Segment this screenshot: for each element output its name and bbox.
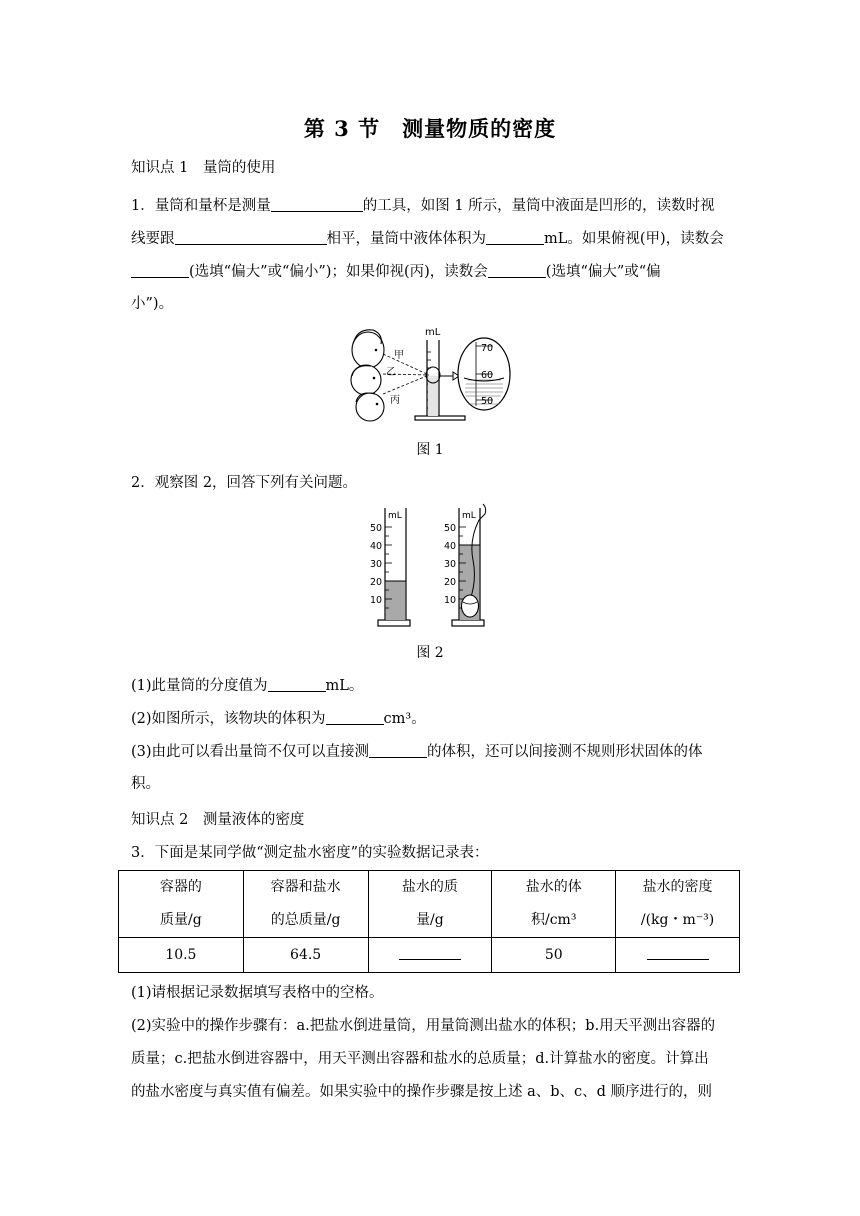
- q1-text: (选填“偏大”或“偏小”)；如果仰视(丙)，读数会: [189, 264, 488, 280]
- cylinder-left: [370, 508, 410, 626]
- table-header-cell: 盐水的体 积/cm³: [492, 871, 616, 938]
- q2-text: (1)此量筒的分度值为: [131, 678, 268, 694]
- table-header-cell: 容器和盐水 的总质量/g: [243, 871, 368, 938]
- data-table: [118, 870, 740, 973]
- answer-blank: [326, 710, 384, 725]
- q1-text: 的工具，如图 1 所示，量筒中液面是凹形的，读数时视: [362, 198, 715, 214]
- answer-blank: [399, 947, 461, 960]
- observer-heads: [351, 330, 384, 421]
- fig2-right-tick-10: 10: [444, 595, 457, 606]
- table-cell: 50: [492, 938, 616, 973]
- section-heading-2: 知识点 2 测量液体的密度: [131, 812, 305, 828]
- table-header-cell: 容器的 质量/g: [119, 871, 244, 938]
- answer-blank: [271, 197, 363, 212]
- answer-blank: [486, 230, 544, 245]
- tick-50: 50: [481, 396, 494, 407]
- q1-line-1: [131, 196, 715, 216]
- fig2-right-unit: mL: [462, 511, 476, 521]
- answer-blank: [488, 263, 546, 278]
- q1-text: 相平，量筒中液体体积为: [326, 231, 486, 247]
- table-cell-blank: [616, 938, 740, 973]
- answer-blank: [369, 743, 427, 758]
- q1-text: (选填“偏大”或“偏: [545, 264, 661, 280]
- figure-2-caption: 图 2: [416, 645, 444, 661]
- q2-part-1: [131, 676, 363, 696]
- table-cell: 10.5: [119, 938, 244, 973]
- stone: [462, 595, 479, 617]
- table-header-row: [119, 871, 740, 938]
- q2-part-2: [131, 709, 426, 729]
- fig2-right-tick-30: 30: [444, 559, 457, 570]
- section-heading-1: 知识点 1 量筒的使用: [131, 160, 276, 176]
- q3-intro: 3．下面是某同学做“测定盐水密度”的实验数据记录表：: [131, 845, 489, 861]
- q3-part-1: (1)请根据记录数据填写表格中的空格。: [131, 985, 384, 1001]
- q3-part-2-line-3: 的盐水密度与真实值有偏差。如果实验中的操作步骤是按上述 a、b、c、d 顺序进行的，则: [131, 1084, 713, 1100]
- q1-text: 线要跟: [131, 231, 175, 247]
- q2-text: 的体积，还可以间接测不规则形状固体的体: [427, 744, 703, 760]
- fig2-left-tick-10: 10: [370, 595, 383, 606]
- page-title: 第 3 节 测量物质的密度: [303, 116, 557, 141]
- label-yi: 乙: [386, 367, 396, 378]
- q2-part-3: [131, 742, 703, 762]
- answer-blank: [131, 263, 189, 278]
- q2-text: (2)如图所示，该物块的体积为: [131, 711, 326, 727]
- answer-blank: [647, 947, 709, 960]
- fig2-left-tick-30: 30: [370, 559, 383, 570]
- fig2-right-tick-20: 20: [444, 577, 457, 588]
- label-jia: 甲: [394, 350, 404, 361]
- cylinder-right: [444, 504, 486, 626]
- table-cell: 64.5: [243, 938, 368, 973]
- answer-blank: [175, 230, 327, 245]
- fig2-left-tick-40: 40: [370, 541, 383, 552]
- q2-part-3-cont: 积。: [131, 776, 160, 792]
- fig2-left-tick-50: 50: [370, 523, 383, 534]
- figure-1-caption: 图 1: [416, 442, 444, 458]
- fig2-left-unit: mL: [388, 511, 402, 521]
- q2-text: mL。: [325, 678, 364, 694]
- q2-intro: 2．观察图 2，回答下列有关问题。: [131, 475, 358, 491]
- table-header-cell: 盐水的质 量/g: [368, 871, 492, 938]
- q2-text: (3)由此可以看出量筒不仅可以直接测: [131, 744, 370, 760]
- table-header-cell: 盐水的密度 /(kg・m⁻³): [616, 871, 740, 938]
- q3-part-2-line-2: 质量；c.把盐水倒进容器中，用天平测出容器和盐水的总质量；d.计算盐水的密度。计算出: [131, 1051, 709, 1067]
- q1-line-2: [131, 229, 724, 249]
- tick-70: 70: [481, 343, 494, 354]
- fig2-right-tick-50: 50: [444, 523, 457, 534]
- cylinder-base: [415, 416, 465, 420]
- fig2-left-tick-20: 20: [370, 577, 383, 588]
- figure-2: [365, 500, 505, 630]
- table-cell-blank: [368, 938, 492, 973]
- q1-text: 1．量筒和量杯是测量: [131, 198, 271, 214]
- q1-text: mL。如果俯视(甲)，读数会: [544, 231, 724, 247]
- tick-60: 60: [481, 370, 494, 381]
- fig1-unit-label: mL: [425, 327, 441, 338]
- q1-line-3: [131, 262, 661, 282]
- label-bing: 丙: [390, 395, 400, 406]
- answer-blank: [268, 677, 326, 692]
- figure-1: [343, 322, 518, 430]
- q1-line-4: 小”)。: [131, 296, 174, 312]
- fig2-right-tick-40: 40: [444, 541, 457, 552]
- q3-part-2-line-1: (2)实验中的操作步骤有：a.把盐水倒进量筒，用量筒测出盐水的体积；b.用天平测出容器的: [131, 1018, 716, 1034]
- q2-text: cm³。: [383, 711, 426, 727]
- table-row: [119, 938, 740, 973]
